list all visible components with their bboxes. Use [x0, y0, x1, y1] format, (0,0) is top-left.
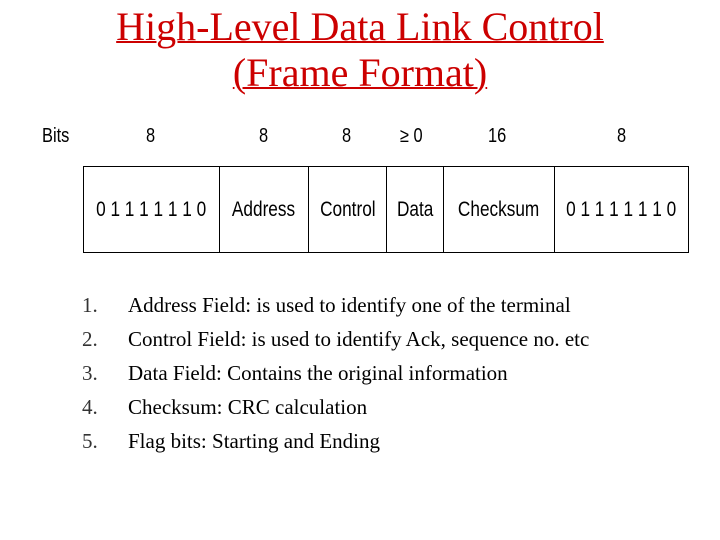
field-label: 0 1 1 1 1 1 1 0 [96, 197, 207, 221]
frame-format-box [83, 166, 689, 253]
title-line-1: High-Level Data Link Control [116, 4, 604, 49]
slide-title [0, 4, 720, 96]
list-item [0, 429, 720, 463]
field-label: Data [396, 197, 434, 221]
bit-count-checksum: 16 [488, 125, 507, 147]
bit-count-flag-end: 8 [617, 125, 627, 147]
list-item [0, 327, 720, 361]
field-data [387, 167, 444, 252]
list-number: 5. [82, 429, 98, 453]
field-label: Control [319, 197, 376, 221]
field-flag-start [84, 167, 220, 252]
list-text: Data Field: Contains the original information [128, 361, 508, 385]
field-label: 0 1 1 1 1 1 1 0 [566, 197, 677, 221]
list-number: 2. [82, 327, 98, 351]
list-item [0, 293, 720, 327]
field-label: Checksum [458, 197, 540, 221]
list-text: Control Field: is used to identify Ack, sequence no. etc [128, 327, 590, 351]
title-line-2: (Frame Format) [232, 50, 488, 95]
bit-count-address: 8 [259, 125, 269, 147]
bit-count-flag-start: 8 [146, 125, 156, 147]
list-item [0, 395, 720, 429]
field-flag-end [555, 167, 688, 252]
field-address [220, 167, 309, 252]
field-label: Address [232, 197, 296, 221]
bit-count-control: 8 [342, 125, 352, 147]
list-text: Address Field: is used to identify one of the terminal [128, 293, 571, 317]
bit-count-data: ≥ 0 [400, 125, 423, 147]
list-text: Flag bits: Starting and Ending [128, 429, 380, 453]
list-number: 3. [82, 361, 98, 385]
bits-label: Bits [42, 125, 70, 147]
list-number: 1. [82, 293, 98, 317]
list-number: 4. [82, 395, 98, 419]
list-item [0, 361, 720, 395]
field-checksum [444, 167, 555, 252]
field-control [309, 167, 387, 252]
list-text: Checksum: CRC calculation [128, 395, 368, 419]
